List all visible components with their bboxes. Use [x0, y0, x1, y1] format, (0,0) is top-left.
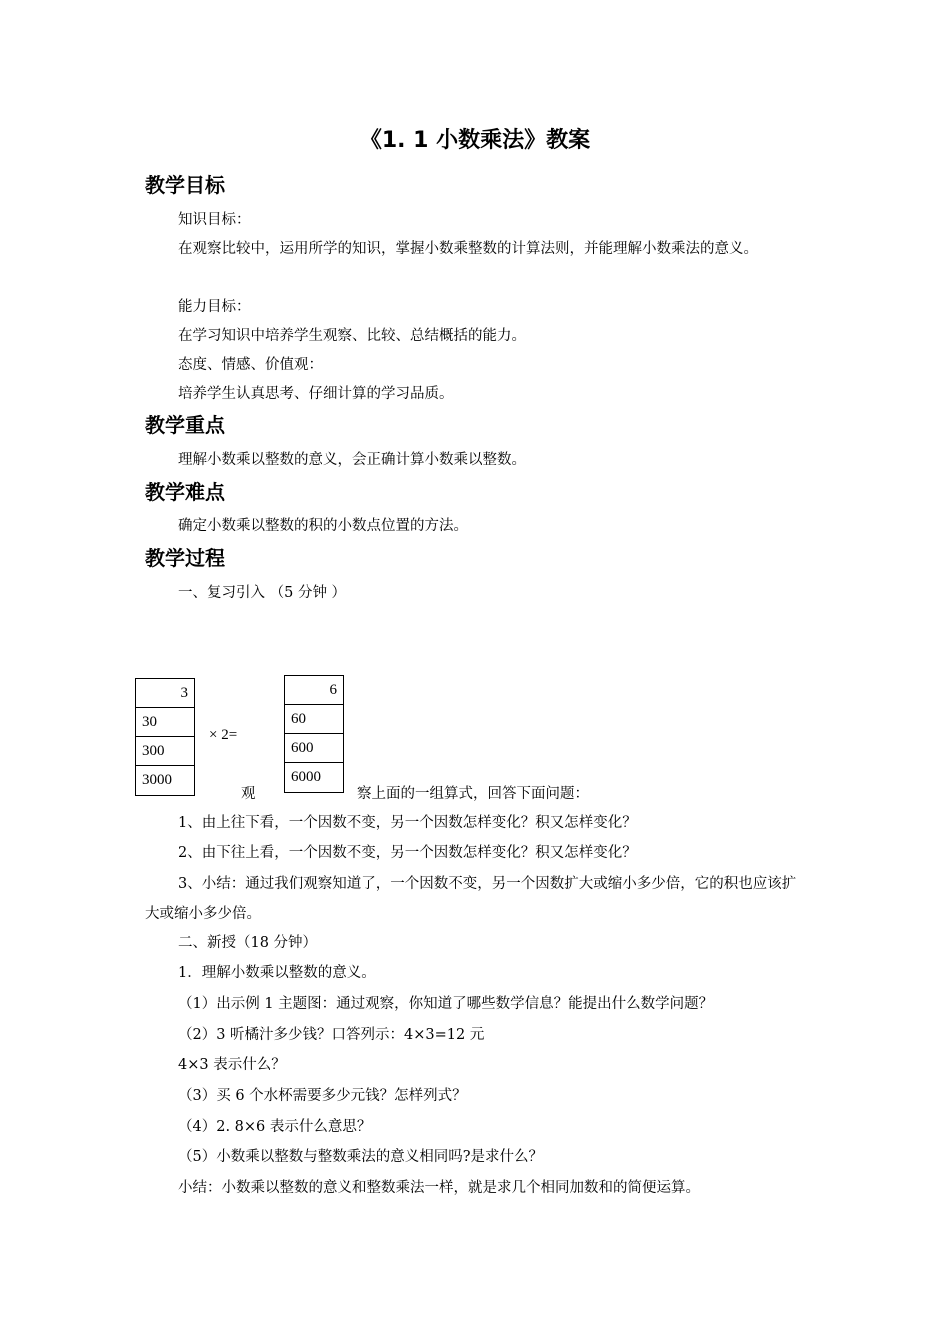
factor-box — [135, 678, 195, 796]
key-points-text: 理解小数乘以整数的意义，会正确计算小数乘以整数。 — [178, 452, 526, 468]
step-1-2b: 4×3 表示什么？ — [178, 1057, 286, 1073]
new-lesson-title: 二、新授（18 分钟） — [178, 935, 318, 951]
step-1-3: （3）买 6 个水杯需要多少元钱？怎样列式？ — [178, 1088, 467, 1104]
question-1: 1、由上往下看，一个因数不变，另一个因数怎样变化？积又怎样变化？ — [178, 815, 637, 831]
product-box — [284, 675, 344, 793]
heading-process: 教学过程 — [145, 546, 225, 570]
heading-goals: 教学目标 — [145, 173, 225, 197]
observe-text-b: 察上面的一组算式，回答下面问题： — [357, 786, 589, 802]
question-3: 3、小结：通过我们观察知道了，一个因数不变，另一个因数扩大或缩小多少倍，它的积也应该扩大或缩小多少倍。 — [145, 876, 797, 922]
observe-text-a: 观 — [241, 786, 256, 802]
attitude-text: 培养学生认真思考、仔细计算的学习品质。 — [178, 386, 454, 402]
ability-text: 在学习知识中培养学生观察、比较、总结概括的能力。 — [178, 328, 526, 344]
heading-difficulties: 教学难点 — [145, 480, 225, 504]
product-cell: 600 — [285, 734, 343, 763]
knowledge-label: 知识目标： — [178, 212, 251, 228]
step-1-2: （2）3 听橘汁多少钱？口答列示：4×3=12 元 — [178, 1027, 485, 1043]
document-title: 《1. 1 小数乘法》教案 — [359, 128, 591, 153]
step-1-5: （5）小数乘以整数与整数乘法的意义相同吗?是求什么？ — [178, 1149, 543, 1165]
review-title: 一、复习引入 （5 分钟 ） — [178, 585, 347, 601]
product-cell: 60 — [285, 705, 343, 734]
question-2: 2、由下往上看，一个因数不变，另一个因数怎样变化？积又怎样变化？ — [178, 845, 637, 861]
product-cell: 6 — [285, 676, 343, 705]
step-1-1: （1）出示例 1 主题图：通过观察，你知道了哪些数学信息？能提出什么数学问题？ — [178, 996, 714, 1012]
factor-cell: 3 — [136, 679, 194, 708]
attitude-label: 态度、情感、价值观： — [178, 357, 323, 373]
product-cell: 6000 — [291, 769, 321, 785]
factor-cell: 30 — [136, 708, 194, 737]
knowledge-text: 在观察比较中，运用所学的知识，掌握小数乘整数的计算法则，并能理解小数乘法的意义。 — [178, 241, 758, 257]
step-1-4: （4）2. 8×6 表示什么意思？ — [178, 1119, 372, 1135]
factor-cell: 3000 — [142, 772, 172, 788]
difficulties-text: 确定小数乘以整数的积的小数点位置的方法。 — [178, 518, 468, 534]
multiply-operator: × 2= — [209, 727, 238, 743]
heading-key-points: 教学重点 — [145, 413, 225, 437]
factor-cell: 300 — [136, 737, 194, 766]
step-1: 1．理解小数乘以整数的意义。 — [178, 965, 376, 981]
ability-label: 能力目标： — [178, 299, 251, 315]
summary: 小结：小数乘以整数的意义和整数乘法一样，就是求几个相同加数和的简便运算。 — [178, 1180, 700, 1196]
